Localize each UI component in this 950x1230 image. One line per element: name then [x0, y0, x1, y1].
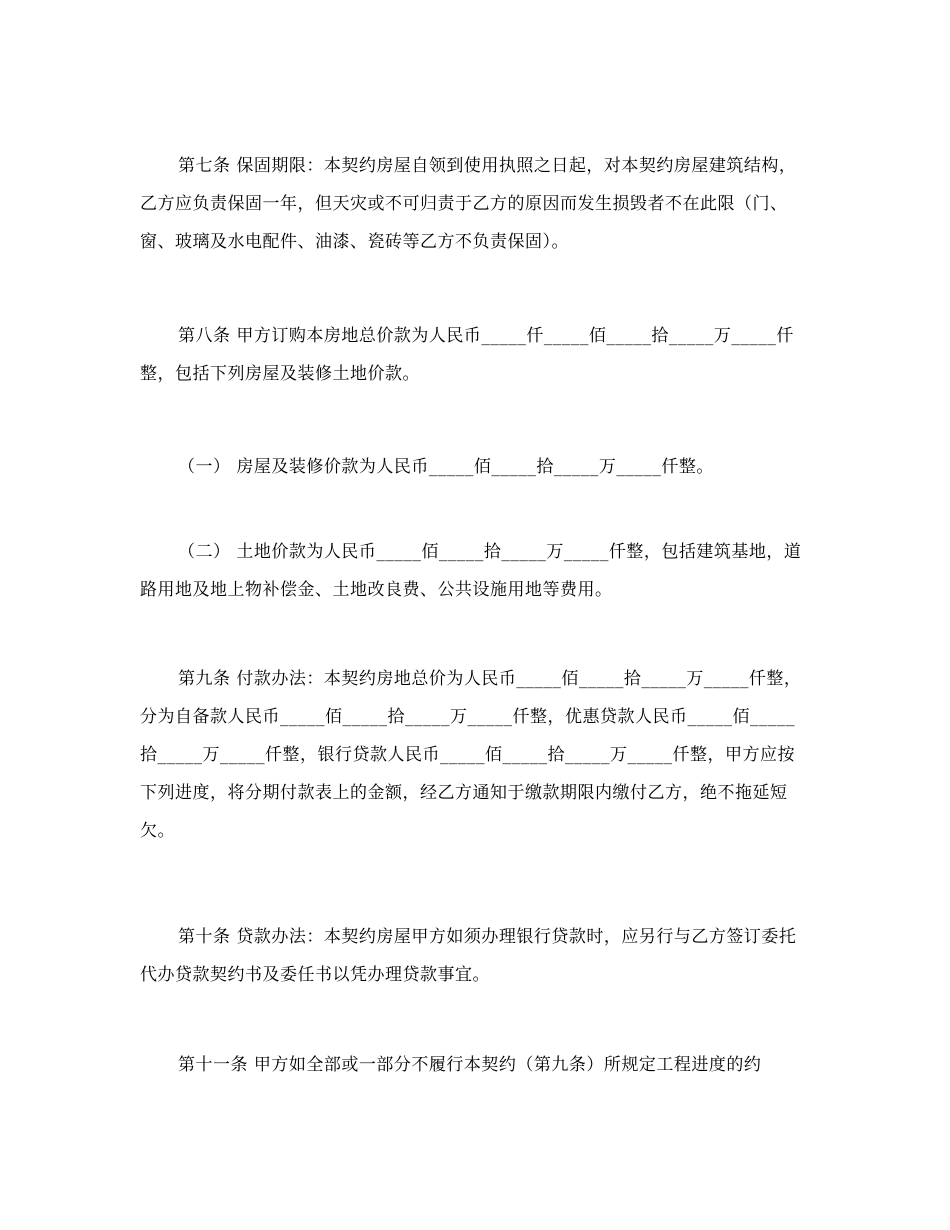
- article-8-total-price: 第八条 甲方订购本房地总价款为人民币_____仟_____佰_____拾_____万_____仟整，包括下列房屋及装修土地价款。: [140, 326, 794, 384]
- article-7-warranty-period: 第七条 保固期限：本契约房屋自领到使用执照之日起，对本契约房屋建筑结构，乙方应负责保固一年，但天灾或不可归责于乙方的原因而发生损毁者不在此限（门、窗、玻璃及水电配件、油漆、瓷砖等乙方不负责保固）。: [140, 156, 797, 252]
- article-9-payment-method: 第九条 付款办法：本契约房地总价为人民币_____佰_____拾_____万_____仟整，分为自备款人民币_____佰_____拾_____万_____仟整，优惠贷款人民币_____佰_____拾_____万_____仟整，银行贷款人民币_____佰_____拾_____万_____仟整，甲方应按下列进度，将分期付款表上的金额，经乙方通知于缴款期限内缴付乙方，绝不拖延短欠。: [140, 669, 802, 841]
- article-10-loan-method: 第十条 贷款办法：本契约房屋甲方如须办理银行贷款时，应另行与乙方签订委托代办贷款契约书及委任书以凭办理贷款事宜。: [140, 927, 797, 985]
- article-8-item-1-house-price: （一） 房屋及装修价款为人民币_____佰_____拾_____万_____仟整。: [178, 457, 714, 477]
- article-11-default-clause: 第十一条 甲方如全部或一部分不履行本契约（第九条）所规定工程进度的约: [178, 1055, 762, 1075]
- article-8-item-2-land-price: （二） 土地价款为人民币_____佰_____拾_____万_____仟整，包括建筑基地，道路用地及地上物补偿金、土地改良费、公共设施用地等费用。: [140, 542, 802, 600]
